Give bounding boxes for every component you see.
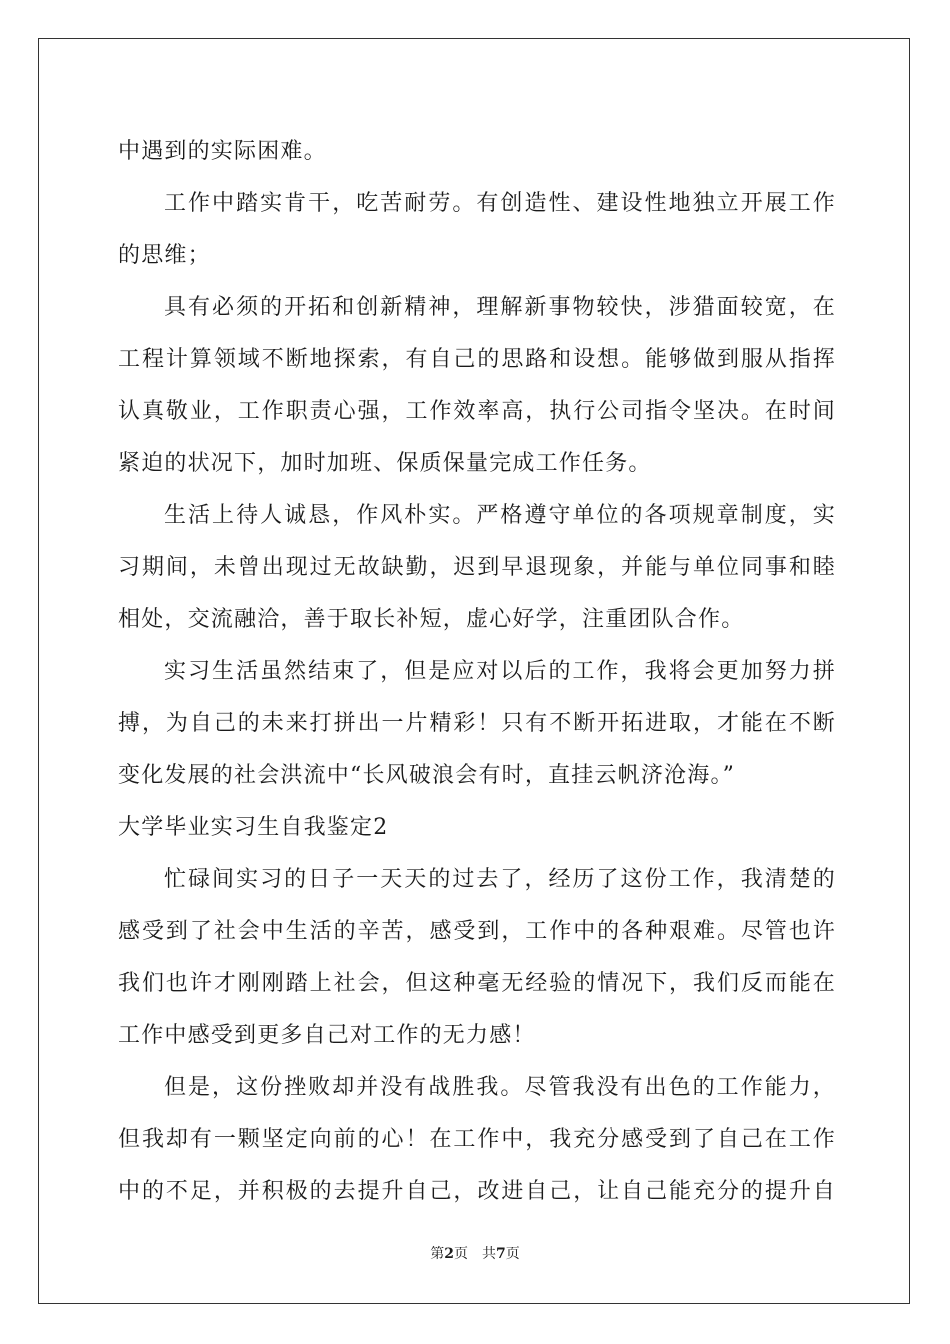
text-line: 感受到了社会中生活的辛苦，感受到，工作中的各种艰难。尽管也许 bbox=[118, 919, 836, 944]
text-line: 生活上待人诚恳，作风朴实。严格遵守单位的各项规章制度，实 bbox=[164, 503, 836, 528]
text-line: 紧迫的状况下，加时加班、保质保量完成工作任务。 bbox=[118, 451, 652, 476]
text-line: 相处，交流融洽，善于取长补短，虚心好学，注重团队合作。 bbox=[118, 607, 745, 632]
text-line: 习期间，未曾出现过无故缺勤，迟到早退现象，并能与单位同事和睦 bbox=[118, 555, 836, 580]
text-line: 但是，这份挫败却并没有战胜我。尽管我没有出色的工作能力， bbox=[164, 1075, 836, 1100]
text-line: 认真敬业，工作职责心强，工作效率高，执行公司指令坚决。在时间 bbox=[118, 399, 836, 424]
text-line: 工作中感受到更多自己对工作的无力感！ bbox=[118, 1023, 536, 1048]
text-line: 忙碌间实习的日子一天天的过去了，经历了这份工作，我清楚的 bbox=[164, 867, 836, 892]
text-line: 实习生活虽然结束了，但是应对以后的工作，我将会更加努力拼 bbox=[164, 659, 836, 684]
footer-prefix: 第 bbox=[430, 1246, 445, 1262]
text-line: 搏，为自己的未来打拼出一片精彩！只有不断开拓进取，才能在不断 bbox=[118, 711, 836, 736]
text-line: 中遇到的实际困难。 bbox=[118, 139, 327, 164]
footer-mid: 页 共 bbox=[454, 1246, 496, 1262]
text-line: 变化发展的社会洪流中“长风破浪会有时，直挂云帆济沧海。” bbox=[118, 763, 736, 788]
text-line: 工作中踏实肯干，吃苦耐劳。有创造性、建设性地独立开展工作 bbox=[164, 191, 836, 216]
text-line: 但我却有一颗坚定向前的心！在工作中，我充分感受到了自己在工作 bbox=[118, 1127, 836, 1152]
page-footer bbox=[0, 1244, 950, 1264]
text-line: 我们也许才刚刚踏上社会，但这种毫无经验的情况下，我们反而能在 bbox=[118, 971, 836, 996]
current-page-number: 2 bbox=[444, 1246, 454, 1262]
text-line: 具有必须的开拓和创新精神，理解新事物较快，涉猎面较宽，在 bbox=[164, 295, 836, 320]
footer-suffix: 页 bbox=[505, 1246, 520, 1262]
text-line: 中的不足，并积极的去提升自己，改进自己，让自己能充分的提升自 bbox=[118, 1179, 836, 1204]
total-page-count: 7 bbox=[496, 1246, 506, 1262]
section-heading: 大学毕业实习生自我鉴定2 bbox=[118, 815, 389, 840]
text-line: 的思维； bbox=[118, 243, 211, 268]
document-body bbox=[118, 126, 836, 1218]
text-line: 工程计算领域不断地探索，有自己的思路和设想。能够做到服从指挥 bbox=[118, 347, 836, 372]
